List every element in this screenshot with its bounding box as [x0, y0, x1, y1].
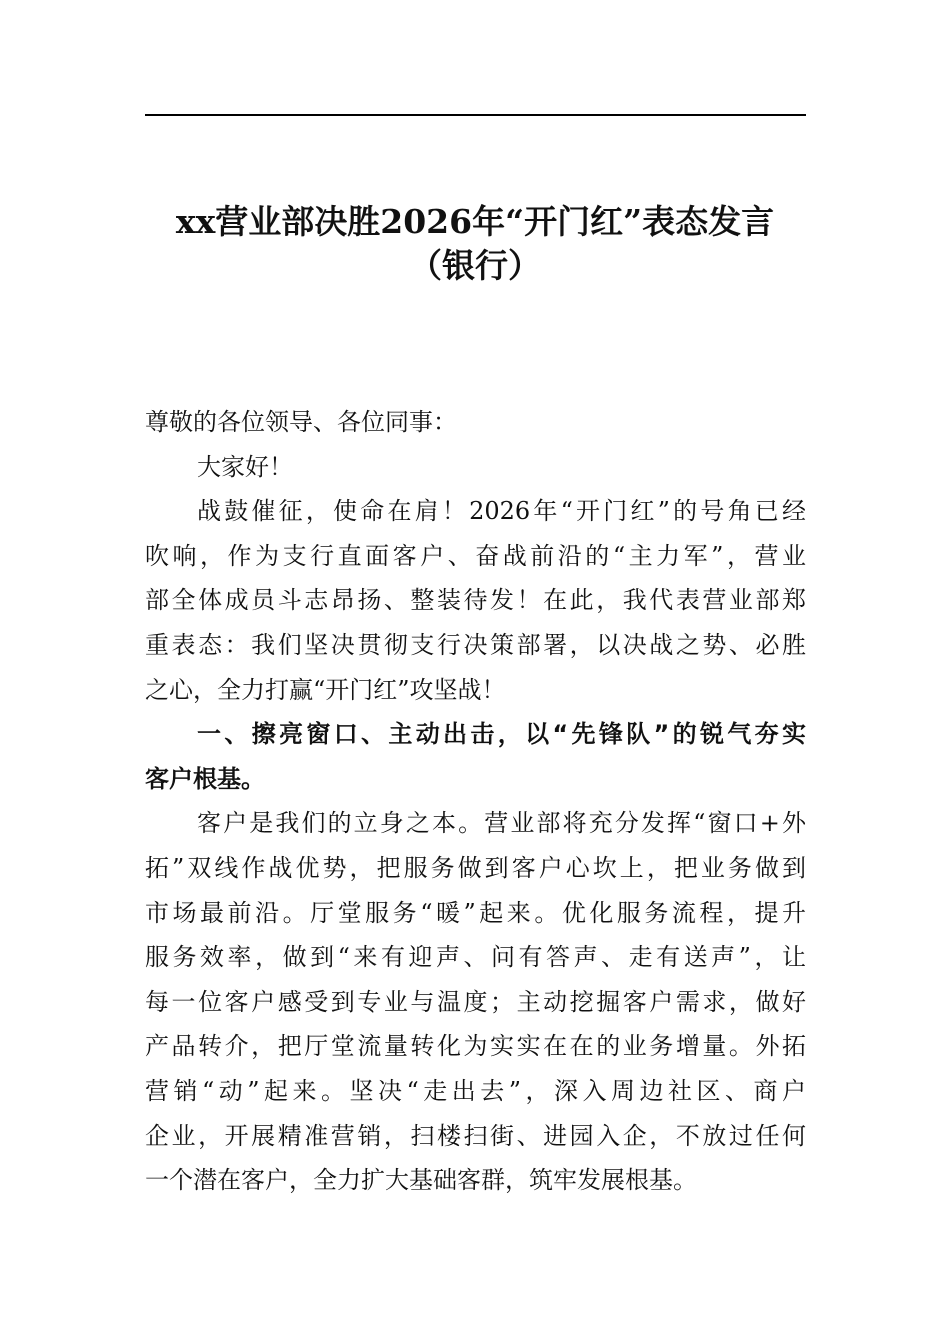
text-line: 一、擦亮窗口、主动出击，以“先锋队”的锐气夯实: [197, 720, 806, 749]
salutation: 尊敬的各位领导、各位同事：: [145, 408, 457, 436]
document-title: xx营业部决胜2026年“开门红”表态发言: [175, 202, 775, 241]
text-line: 战鼓催征，使命在肩！2026年“开门红”的号角已经: [197, 497, 806, 526]
text-line: 吹响，作为支行直面客户、奋战前沿的“主力军”，营业: [145, 541, 806, 570]
document-subtitle: （银行）: [409, 246, 541, 285]
text-line: 之心，全力打赢“开门红”攻坚战！: [145, 675, 506, 704]
text-line: 重表态：我们坚决贯彻支行决策部署，以决战之势、必胜: [145, 630, 806, 659]
text-line: 客户是我们的立身之本。营业部将充分发挥“窗口+外: [197, 809, 806, 838]
header-rule: [145, 114, 806, 116]
text-line: 营销“动”起来。坚决“走出去”，深入周边社区、商户: [145, 1076, 806, 1105]
paragraph: [145, 489, 806, 712]
text-line: 一个潜在客户，全力扩大基础客群，筑牢发展根基。: [145, 1166, 697, 1195]
document-body: [145, 400, 806, 1203]
text-line: 部全体成员斗志昂扬、整装待发！在此，我代表营业部郑: [145, 586, 806, 615]
text-line: 每一位客户感受到专业与温度；主动挖掘客户需求，做好: [145, 987, 806, 1016]
section-heading: [145, 712, 806, 801]
greeting: 大家好！: [197, 452, 293, 481]
text-line: 拓”双线作战优势，把服务做到客户心坎上，把业务做到: [145, 853, 806, 882]
text-line: 服务效率，做到“来有迎声、问有答声、走有送声”，让: [145, 943, 806, 972]
text-line: 企业，开展精准营销，扫楼扫街、进园入企，不放过任何: [145, 1121, 806, 1150]
text-line: 客户根基。: [145, 764, 265, 793]
text-line: 产品转介，把厅堂流量转化为实实在在的业务增量。外拓: [145, 1032, 806, 1061]
paragraph: [145, 801, 806, 1202]
text-line: 市场最前沿。厅堂服务“暖”起来。优化服务流程，提升: [145, 898, 806, 927]
